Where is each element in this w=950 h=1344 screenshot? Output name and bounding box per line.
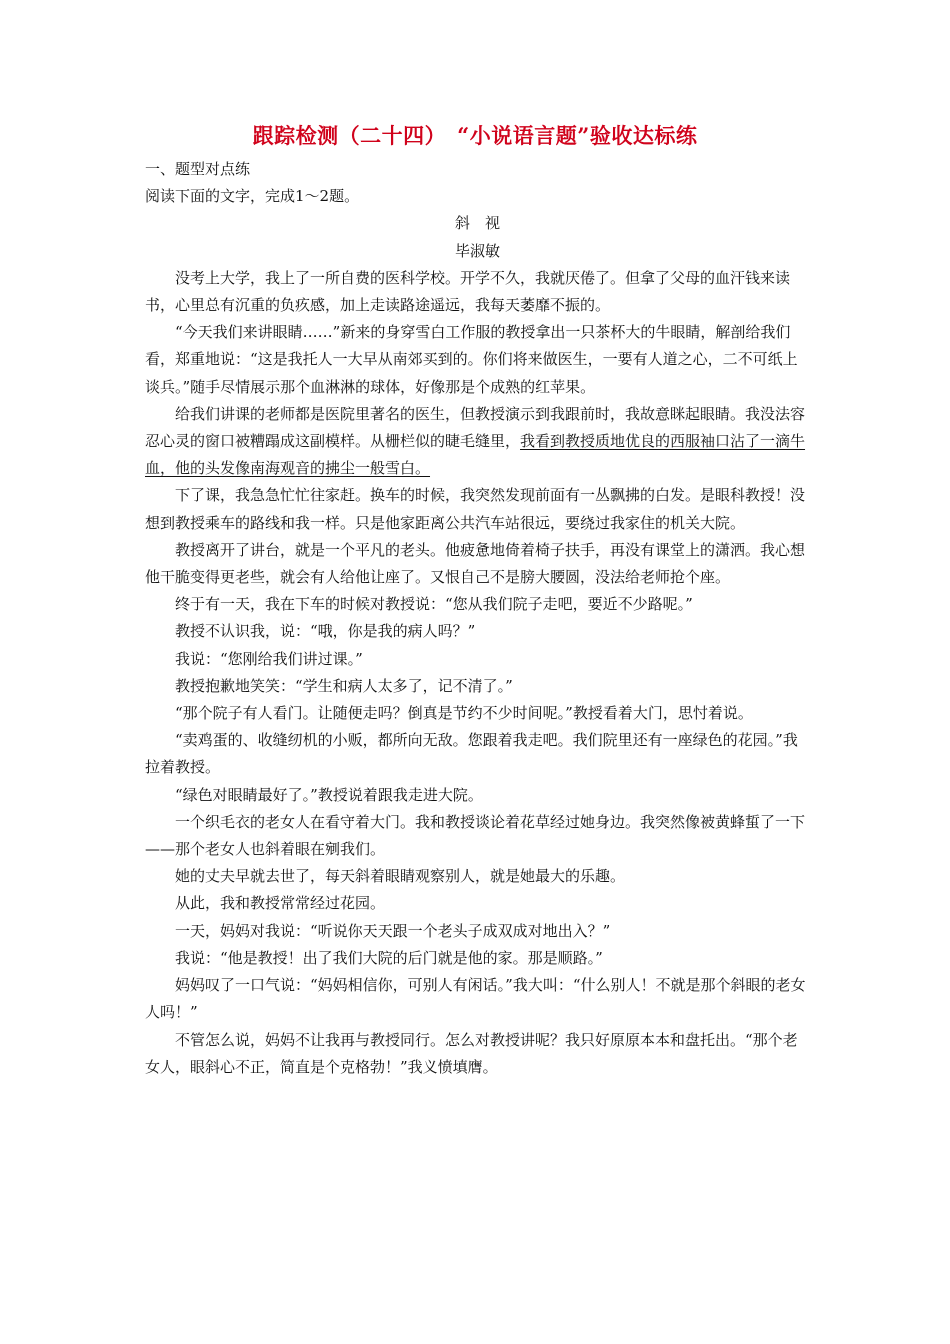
- paragraph-13: 一个织毛衣的老女人在看守着大门。我和教授谈论着花草经过她身边。我突然像被黄蜂蜇了一下——那个老女人也斜着眼在剜我们。: [145, 812, 806, 859]
- paragraph-3-text: 给我们讲课的老师都是医院里著名的医生，但教授演示到我跟前时，我故意眯起眼睛。我没法容忍心灵的窗口被糟蹋成这副模样。从栅栏似的睫毛缝里，: [145, 404, 806, 451]
- paragraph-3: [145, 401, 810, 483]
- document-body: [145, 156, 810, 1081]
- underlined-sentence: 我看到教授质地优良的西服袖口沾了一滴牛血，他的头发像南海观音的拂尘一般雪白。: [145, 432, 806, 478]
- paragraph-12: “绿色对眼睛最好了。”教授说着跟我走进大院。: [175, 785, 483, 804]
- paragraph-8: 我说：“您刚给我们讲过课。”: [175, 649, 363, 668]
- paragraph-15: 从此，我和教授常常经过花园。: [175, 894, 386, 913]
- reading-instruction: 阅读下面的文字，完成1～2题。: [145, 187, 360, 206]
- section-heading: 一、题型对点练: [145, 160, 251, 178]
- paragraph-1: 没考上大学，我上了一所自费的医科学校。开学不久，我就厌倦了。但拿了父母的血汗钱来读书，心里总有沉重的负疚感，加上走读路途遥远，我每天萎靡不振的。: [145, 268, 791, 315]
- paragraph-11: “卖鸡蛋的、收缝纫机的小贩，都所向无敌。您跟着我走吧。我们院里还有一座绿色的花园。”我拉着教授。: [145, 731, 798, 777]
- paragraph-18: 妈妈叹了一口气说：“妈妈相信你，可别人有闲话。”我大叫：“什么别人！不就是那个斜眼的老女人吗！”: [145, 976, 806, 1022]
- paragraph-10: “那个院子有人看门。让随便走吗？倒真是节约不少时间呢。”教授看着大门，思忖着说。: [175, 704, 753, 723]
- paragraph-19: 不管怎么说，妈妈不让我再与教授同行。怎么对教授讲呢？我只好原原本本和盘托出。“那个老女人，眼斜心不正，简直是个克格勃！”我义愤填膺。: [145, 1030, 798, 1076]
- paragraph-5: 教授离开了讲台，就是一个平凡的老头。他疲惫地倚着椅子扶手，再没有课堂上的潇洒。我心想他干脆变得更老些，就会有人给他让座了。又恨自己不是膀大腰圆，没法给老师抢个座。: [145, 540, 806, 587]
- page-title: 跟踪检测（二十四） “小说语言题”验收达标练: [252, 123, 698, 148]
- paragraph-4: 下了课，我急急忙忙往家赶。换车的时候，我突然发现前面有一丛飘拂的白发。是眼科教授！没想到教授乘车的路线和我一样。只是他家距离公共汽车站很远，要绕过我家住的机关大院。: [145, 486, 806, 532]
- paragraph-17: 我说：“他是教授！出了我们大院的后门就是他的家。那是顺路。”: [175, 948, 603, 967]
- story-title: 斜 视: [454, 214, 500, 233]
- paragraph-2: “今天我们来讲眼睛……”新来的身穿雪白工作服的教授拿出一只茶杯大的牛眼睛，解剖给我们看，郑重地说：“这是我托人一大早从南郊买到的。你们将来做医生，一要有人道之心，二不可纸上谈兵。”随手尽情展示那个血淋淋的球体，好像那是个成熟的红苹果。: [145, 323, 798, 396]
- paragraph-9: 教授抱歉地笑笑：“学生和病人太多了，记不清了。”: [175, 676, 513, 695]
- paragraph-6: 终于有一天，我在下车的时候对教授说：“您从我们院子走吧，要近不少路呢。”: [175, 595, 693, 614]
- story-author: 毕淑敏: [454, 241, 500, 260]
- paragraph-7: 教授不认识我，说：“哦，你是我的病人吗？”: [175, 622, 476, 641]
- paragraph-16: 一天，妈妈对我说：“听说你天天跟一个老头子成双成对地出入？”: [175, 921, 611, 940]
- paragraph-14: 她的丈夫早就去世了，每天斜着眼睛观察别人，就是她最大的乐趣。: [175, 867, 626, 886]
